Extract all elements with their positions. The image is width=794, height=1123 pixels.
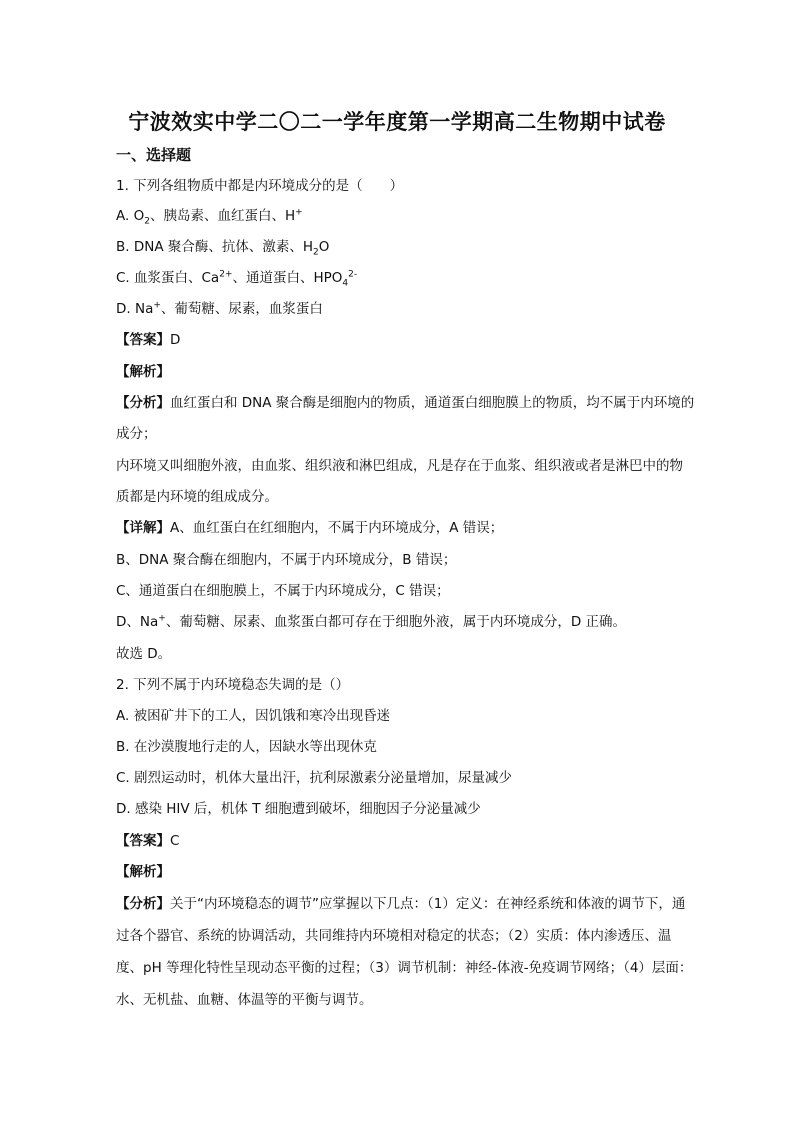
q1-detail-b: B、DNA 聚合酶在细胞内，不属于内环境成分，B 错误； bbox=[116, 552, 457, 568]
q1-analysis-line3: 内环境又叫细胞外液，由血浆、组织液和淋巴组成，凡是存在于血浆、组织液或者是淋巴中的物 bbox=[116, 458, 683, 474]
q2-analysis-line1: 【分析】关于“内环境稳态的调节”应掌握以下几点：（1）定义：在神经系统和体液的调节下，通 bbox=[116, 896, 686, 912]
q1-detail-d: D、Na+、葡萄糖、尿素、血浆蛋白都可存在于细胞外液，属于内环境成分，D 正确。 bbox=[116, 613, 627, 630]
q1-analysis-line1: 【分析】血红蛋白和 DNA 聚合酶是细胞内的物质，通道蛋白细胞膜上的物质，均不属于内环境的 bbox=[116, 395, 695, 411]
q1-option-c: C. 血浆蛋白、$Ca^{2+}$、通道蛋白、$HPO_4^{2-}$ bbox=[116, 269, 358, 289]
q1-conclusion: 故选 D。 bbox=[116, 646, 172, 662]
q2-jiexi-label: 【解析】 bbox=[116, 864, 170, 880]
q1-detail-a: 【详解】A、血红蛋白在红细胞内，不属于内环境成分，A 错误； bbox=[116, 520, 504, 536]
section-heading: 一、选择题 bbox=[116, 146, 192, 164]
q1-stem: 1. 下列各组物质中都是内环境成分的是（ ） bbox=[116, 178, 404, 194]
q2-stem: 2. 下列不属于内环境稳态失调的是（） bbox=[116, 677, 350, 693]
page-title: 宁波效实中学二〇二一学年度第一学期高二生物期中试卷 bbox=[128, 109, 666, 134]
q2-analysis-line2: 过各个器官、系统的协调活动，共同维持内环境相对稳定的状态；（2）实质：体内渗透压、温 bbox=[116, 928, 672, 944]
q1-option-d: D. Na+、葡萄糖、尿素，血浆蛋白 bbox=[116, 300, 323, 317]
q1-option-b: B. DNA 聚合酶、抗体、激素、$H_2O$ bbox=[116, 239, 330, 258]
q2-analysis-line3: 度、pH 等理化特性呈现动态平衡的过程；（3）调节机制：神经-体液-免疫调节网络；（4）层面： bbox=[116, 960, 693, 976]
q1-analysis-line2: 成分； bbox=[116, 426, 157, 442]
q1-detail-c: C、通道蛋白在细胞膜上，不属于内环境成分，C 错误； bbox=[116, 583, 450, 599]
q1-jiexi-label: 【解析】 bbox=[116, 364, 170, 380]
q2-answer: 【答案】C bbox=[116, 833, 180, 849]
q2-analysis-line4: 水、无机盐、血糖、体温等的平衡与调节。 bbox=[116, 992, 373, 1008]
q1-answer: 【答案】D bbox=[116, 332, 181, 348]
q2-option-d: D. 感染 HIV 后，机体 T 细胞遭到破坏，细胞因子分泌量减少 bbox=[116, 801, 481, 817]
q2-option-c: C. 剧烈运动时，机体大量出汗，抗利尿激素分泌量增加，尿量减少 bbox=[116, 770, 513, 786]
q2-option-a: A. 被困矿井下的工人，因饥饿和寒冷出现昏迷 bbox=[116, 708, 391, 724]
q1-analysis-line4: 质都是内环境的组成成分。 bbox=[116, 489, 278, 505]
q2-option-b: B. 在沙漠腹地行走的人，因缺水等出现休克 bbox=[116, 739, 377, 755]
q1-option-a: A. $O_2$、胰岛素、血红蛋白、H+ bbox=[116, 207, 303, 227]
